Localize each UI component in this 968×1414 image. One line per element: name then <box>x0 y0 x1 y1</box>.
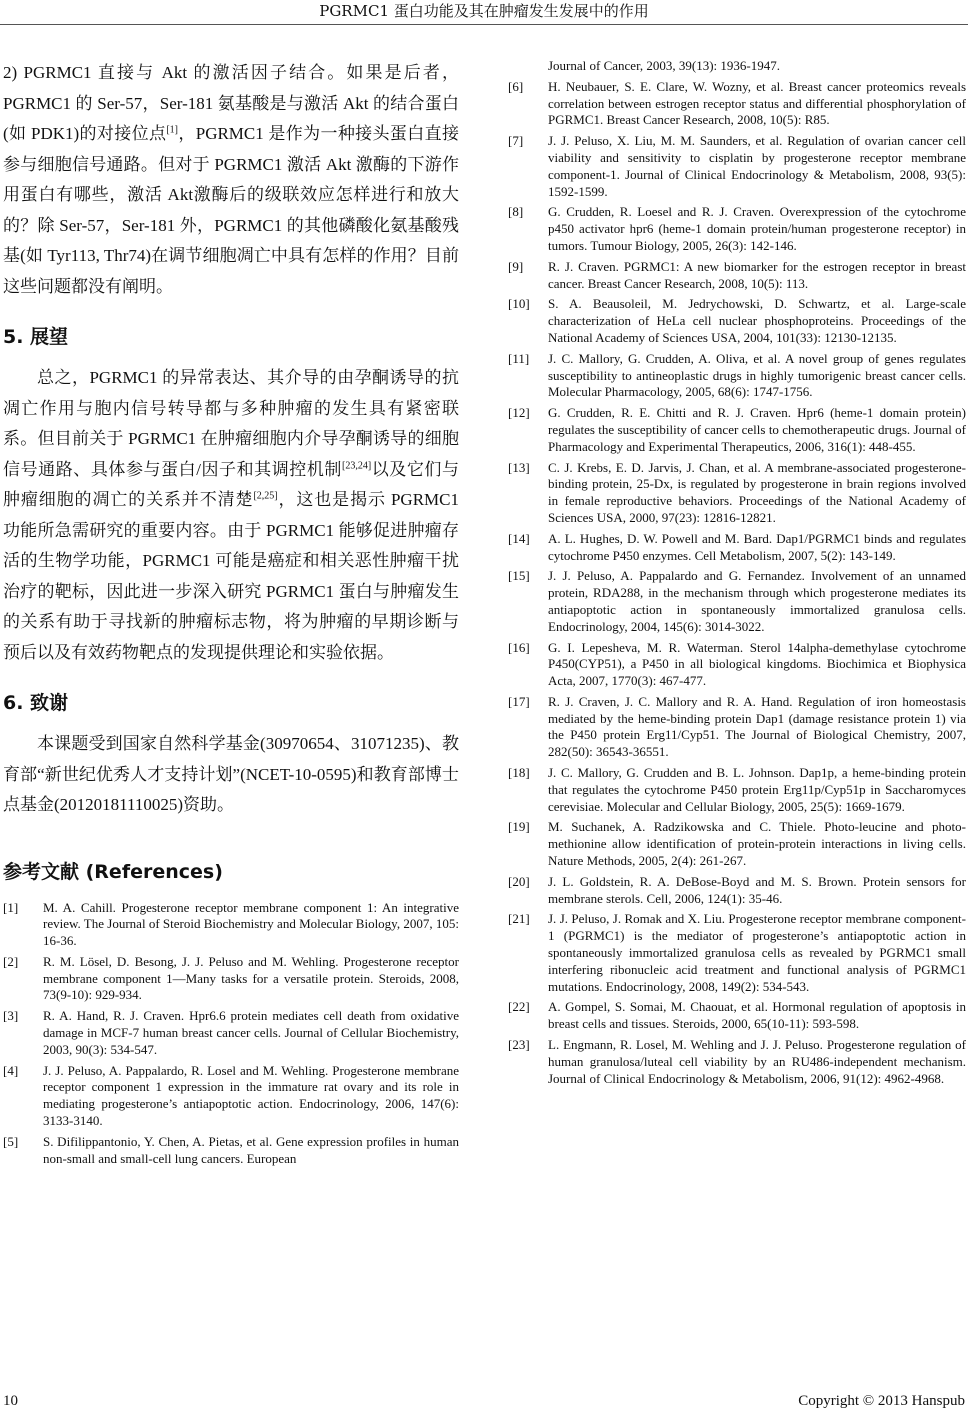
section-title-outlook: 5. 展望 <box>3 326 69 348</box>
reference-number: [22] <box>508 999 530 1015</box>
reference-number: [20] <box>508 873 530 889</box>
running-head <box>0 0 968 25</box>
reference-text: J. C. Mallory, G. Crudden and B. L. Johnson. Dap1p, a heme-binding protein that regulates the cytochrome P450 protein Erg11p/Cyp51p in Saccharomyces cerevisiae. Molecular and Cellular Biology, 2005, 25(5): 1669-1679. <box>548 765 966 814</box>
reference-item <box>3 954 459 1004</box>
reference-number: [13] <box>508 459 530 475</box>
reference-number: [7] <box>508 133 524 149</box>
reference-list-right <box>508 79 966 1088</box>
reference-number: [6] <box>508 78 524 94</box>
reference-text: R. J. Craven, J. C. Mallory and R. A. Hand. Regulation of iron homeostasis mediated by the heme-binding protein Dap1 (damage resistance protein 1) via the P450 protein Erg11/Cyp51. The Journal of Biological Chemistry, 2007, 282(50): 36543-36551. <box>548 693 966 760</box>
reference-text: S. A. Beausoleil, M. Jedrychowski, D. Schwartz, et al. Large-scale characterization of HeLa cell nuclear phosphoproteins. Proceedings of the National Academy of Sciences USA, 2004, 101(33): 12130-12135. <box>548 296 966 345</box>
reference-text: R. A. Hand, R. J. Craven. Hpr6.6 protein mediates cell death from oxidative damage in MCF-7 human breast cancer cells. Journal of Cellular Biochemistry, 2003, 90(3): 534-547. <box>43 1008 459 1057</box>
reference-item <box>3 1008 459 1058</box>
reference-item <box>508 874 966 908</box>
reference-item <box>508 259 966 293</box>
reference-number: [12] <box>508 405 530 421</box>
paragraph-akt-activation: 2) PGRMC1 直接与 Akt 的激活因子结合。如果是后者，PGRMC1 的 Ser-57，Ser-181 氨基酸是与激活 Akt 的结合蛋白(如 PDK1)的对接位点[1]，PGRMC1 是作为一种接头蛋白直接参与细胞信号通路。但对于 PGRMC1 激活 Akt 激酶的下游作用蛋白有哪些，激活 Akt激酶后的级联效应怎样进行和放大的？除 Ser-57，Ser-181 外，PGRMC1 的其他磷酸化氨基酸残基(如 Tyr113, Thr74)在调节细胞凋亡中具有怎样的作用？目前这些问题都没有阐明。 <box>3 63 459 296</box>
section-title-acknowledgement: 6. 致谢 <box>3 692 69 714</box>
reference-item <box>508 79 966 129</box>
reference-item <box>508 640 966 690</box>
reference-item <box>508 204 966 254</box>
reference-number: [11] <box>508 350 530 366</box>
reference-text: J. L. Goldstein, R. A. DeBose-Boyd and M. S. Brown. Protein sensors for membrane sterols. Cell, 2006, 124(1): 35-46. <box>548 873 966 906</box>
reference-text: R. J. Craven. PGRMC1: A new biomarker for the estrogen receptor in breast cancer. Breast Cancer Research, 2008, 10(5): 113. <box>548 258 966 291</box>
citation: [23,24] <box>342 459 372 471</box>
paragraph-acknowledgement: 本课题受到国家自然科学基金(30970654、31071235)、教育部“新世纪优秀人才支持计划”(NCET-10-0595)和教育部博士点基金(20120181110025)资助。 <box>3 734 459 814</box>
reference-item <box>508 568 966 635</box>
reference-list-left <box>3 900 459 1168</box>
reference-item <box>508 694 966 761</box>
reference-text: G. Crudden, R. Loesel and R. J. Craven. Overexpression of the cytochrome p450 activator hpr6 (heme-1 domain protein/human progesterone receptor) in tumors. Tumour Biology, 2005, 26(3): 142-146. <box>548 204 966 253</box>
reference-text: S. Difilippantonio, Y. Chen, A. Pietas, et al. Gene expression profiles in human non-small and small-cell lung cancers. European <box>43 1133 459 1166</box>
reference-text: M. A. Cahill. Progesterone receptor membrane component 1: An integrative review. The Journal of Steroid Biochemistry and Molecular Biology, 2007, 105: 16-36. <box>43 899 459 949</box>
reference-number: [14] <box>508 530 530 546</box>
reference-number: [1] <box>3 899 19 915</box>
reference-number: [18] <box>508 765 530 781</box>
reference-text: J. J. Peluso, J. Romak and X. Liu. Progesterone receptor membrane component-1 (PGRMC1) is the mediator of progesterone’s antiapoptotic action in spontaneously immortalized granulosa cells as revealed by PGRMC1 small interfering ribonucleic acid treatment and functional analysis of PGRMC1 mutations. Endocrinology, 2008, 149(2): 534-543. <box>548 911 966 994</box>
reference-text: A. L. Hughes, D. W. Powell and M. Bard. Dap1/PGRMC1 binds and regulates cytochrome P450 enzymes. Cell Metabolism, 2007, 5(2): 143-149. <box>548 530 966 563</box>
reference-item <box>508 819 966 869</box>
reference-number: [10] <box>508 296 530 312</box>
reference-item <box>3 900 459 950</box>
reference-number: [16] <box>508 639 530 655</box>
left-column <box>3 58 459 1171</box>
reference-item <box>508 296 966 346</box>
reference-item <box>3 1134 459 1168</box>
reference-number: [4] <box>3 1062 19 1078</box>
page-number: 10 <box>3 1393 18 1409</box>
right-column <box>508 58 966 1091</box>
reference-item <box>508 999 966 1033</box>
reference-text: A. Gompel, S. Somai, M. Chaouat, et al. Hormonal regulation of apoptosis in breast cells and tissues. Steroids, 2000, 65(10-11): 593-598. <box>548 999 966 1032</box>
references-title: 参考文献 (References) <box>3 860 223 883</box>
reference-number: [19] <box>508 819 530 835</box>
reference-item <box>508 531 966 565</box>
reference-continuation: Journal of Cancer, 2003, 39(13): 1936-1947. <box>548 58 780 73</box>
reference-number: [17] <box>508 693 530 709</box>
reference-text: H. Neubauer, S. E. Clare, W. Wozny, et al. Breast cancer proteomics reveals correlation between estrogen receptor status and differential phosphorylation of PGRMC1. Breast Cancer Research, 2008, 10(5): R85. <box>548 78 966 128</box>
reference-number: [5] <box>3 1133 19 1149</box>
reference-number: [15] <box>508 568 530 584</box>
reference-text: M. Suchanek, A. Radzikowska and C. Thiele. Photo-leucine and photo-methionine allow identification of protein-protein interactions in living cells. Nature Methods, 2005, 2(4): 261-267. <box>548 819 966 869</box>
reference-text: J. C. Mallory, G. Crudden, A. Oliva, et al. A novel group of genes regulates susceptibility to antineoplastic drugs in highly tumorigenic breast cancer cells. Molecular Pharmacology, 2005, 68(6): 1747-1756. <box>548 350 966 400</box>
reference-item <box>508 911 966 995</box>
reference-text: J. J. Peluso, X. Liu, M. M. Saunders, et al. Regulation of ovarian cancer cell viability and sensitivity to cisplatin by progesterone receptor membrane component-1. Journal of Clinical Endocrinology & Metabolism, 2008, 93(5): 1592-1599. <box>548 133 966 199</box>
running-title: PGRMC1 蛋白功能及其在肿瘤发生发展中的作用 <box>319 2 649 20</box>
reference-text: C. J. Krebs, E. D. Jarvis, J. Chan, et al. A membrane-associated progesterone-binding protein, 25-Dx, is regulated by progesterone in brain regions involved in female reproductive behaviors. Proceedings of the National Academy of Sciences USA, 2000, 97(23): 12816-12821. <box>548 459 966 525</box>
copyright-notice: Copyright © 2013 Hanspub <box>798 1393 965 1409</box>
reference-text: G. I. Lepesheva, M. R. Waterman. Sterol 14alpha-demethylase cytochrome P450(CYP51), a P450 in all biological kingdoms. Biochimica et Biophysica Acta, 2007, 1770(3): 467-477. <box>548 639 966 689</box>
paragraph-outlook: 总之，PGRMC1 的异常表达、其介导的由孕酮诱导的抗凋亡作用与胞内信号转导都与多种肿瘤的发生具有紧密联系。但目前关于 PGRMC1 在肿瘤细胞内介导孕酮诱导的细胞信号通路、具体参与蛋白/因子和其调控机制[23,24]以及它们与肿瘤细胞的凋亡的关系并不清楚[2,25]，这也是揭示 PGRMC1 功能所急需研究的重要内容。由于 PGRMC1 能够促进肿瘤存活的生物学功能，PGRMC1 可能是癌症和相关恶性肿瘤干扰治疗的靶标，因此进一步深入研究 PGRMC1 蛋白与肿瘤发生的关系有助于寻找新的肿瘤标志物，将为肿瘤的早期诊断与预后以及有效药物靶点的发现提供理论和实验依据。 <box>3 368 460 662</box>
reference-item <box>508 133 966 200</box>
reference-text: G. Crudden, R. E. Chitti and R. J. Craven. Hpr6 (heme-1 domain protein) regulates the susceptibility of cancer cells to chemotherapeutic drugs. Journal of Pharmacology and Experimental Therapeutics, 2006, 316(1): 448-455. <box>548 405 966 454</box>
reference-text: L. Engmann, R. Losel, M. Wehling and J. J. Peluso. Progesterone regulation of human granulosa/luteal cell viability by an RU486-independent mechanism. Journal of Clinical Endocrinology & Metabolism, 2006, 91(12): 4962-4968. <box>548 1037 966 1086</box>
reference-text: J. J. Peluso, A. Pappalardo and G. Fernandez. Involvement of an unnamed protein, RDA288, in the mechanism through which progesterone mediates its antiapoptotic action in spontaneously immortalized granulosa cells. Endocrinology, 2004, 145(6): 3014-3022. <box>548 568 966 634</box>
reference-item <box>3 1063 459 1130</box>
citation: [1] <box>166 124 179 136</box>
reference-item <box>508 460 966 527</box>
reference-number: [8] <box>508 204 524 220</box>
reference-item <box>508 351 966 401</box>
reference-number: [9] <box>508 258 524 274</box>
reference-item <box>508 1037 966 1087</box>
reference-item <box>508 765 966 815</box>
reference-number: [2] <box>3 953 19 969</box>
citation: [2,25] <box>253 490 278 502</box>
reference-text: J. J. Peluso, A. Pappalardo, R. Losel and M. Wehling. Progesterone membrane receptor component 1 expression in the immature rat ovary and its role in mediating progesterone’s antiapoptotic action. Endocrinology, 2006, 147(6): 3133-3140. <box>43 1062 459 1129</box>
reference-item <box>508 405 966 455</box>
reference-number: [21] <box>508 911 530 927</box>
reference-text: R. M. Lösel, D. Besong, J. J. Peluso and M. Wehling. Progesterone receptor membrane component 1—Many tasks for a versatile protein. Steroids, 2008, 73(9-10): 929-934. <box>43 953 459 1003</box>
reference-number: [23] <box>508 1037 530 1053</box>
reference-number: [3] <box>3 1008 19 1024</box>
